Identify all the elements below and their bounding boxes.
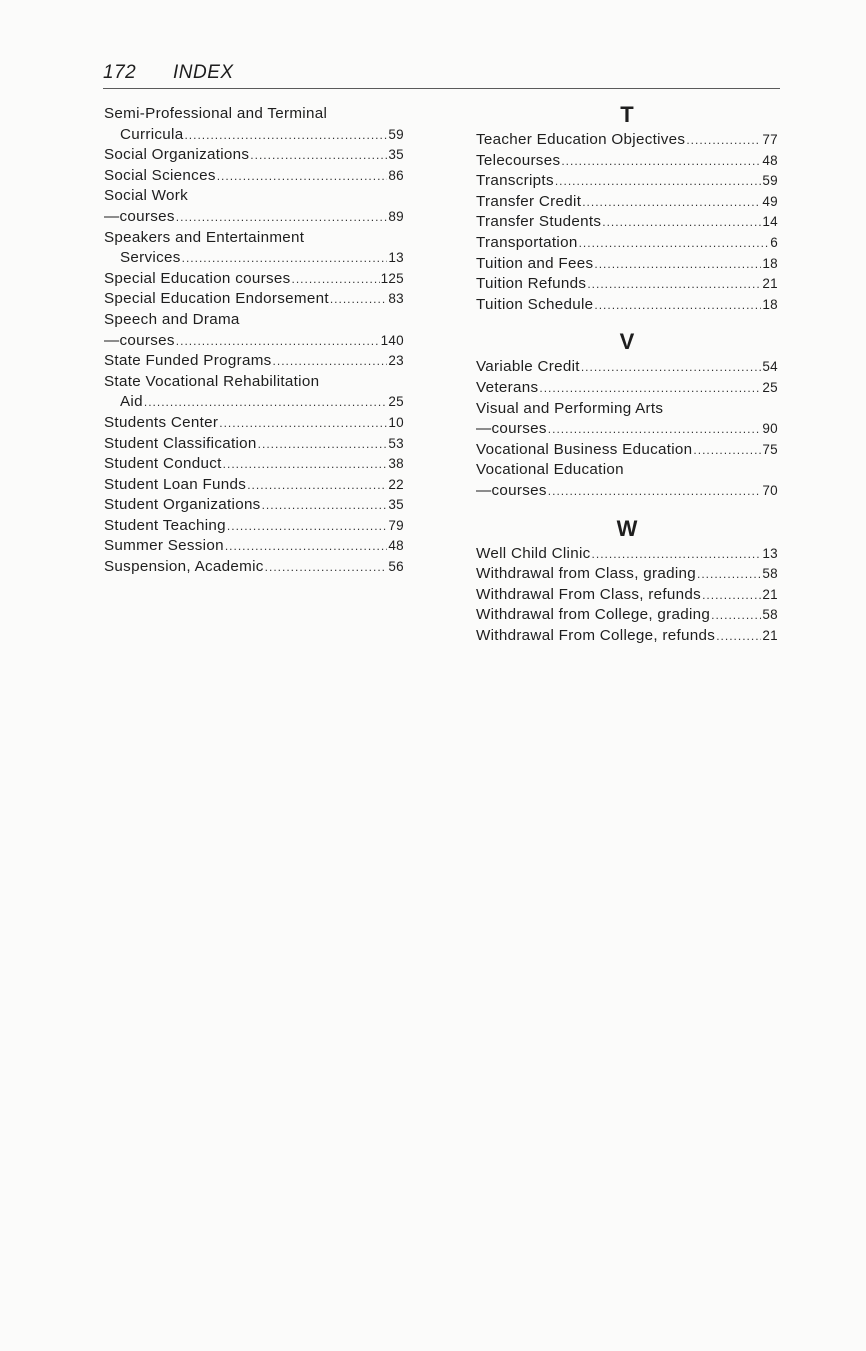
entry-label: State Funded Programs — [104, 352, 272, 370]
entry-label: Student Loan Funds — [104, 475, 247, 493]
index-entry — [104, 145, 404, 166]
dot-leader — [217, 166, 388, 187]
entry-page-number: 58 — [762, 607, 778, 623]
index-entry — [104, 331, 404, 352]
dot-leader — [265, 557, 388, 578]
index-entry — [476, 378, 778, 399]
index-column-right — [476, 104, 778, 646]
entry-page-number: 10 — [388, 414, 404, 430]
dot-leader — [176, 331, 380, 352]
index-entry — [104, 207, 404, 228]
entry-page-number: 21 — [762, 276, 778, 292]
dot-leader — [579, 233, 770, 254]
entry-label: Transcripts — [476, 172, 554, 190]
dot-leader — [291, 269, 379, 290]
entry-page-number: 13 — [388, 250, 404, 266]
dot-leader — [330, 289, 388, 310]
index-entry — [476, 585, 778, 606]
dot-leader — [247, 475, 387, 496]
entry-page-number: 75 — [762, 441, 778, 457]
entry-page-number: 79 — [388, 517, 404, 533]
dot-leader — [587, 274, 761, 295]
dot-leader — [144, 392, 388, 413]
dot-leader — [184, 125, 387, 146]
entry-label: Social Sciences — [104, 166, 216, 184]
dot-leader — [182, 248, 388, 269]
index-entry — [476, 440, 778, 461]
entry-label: Summer Session — [104, 537, 224, 555]
entry-label: Withdrawal from College, grading — [476, 606, 711, 624]
entry-page-number: 23 — [388, 353, 404, 369]
index-entry — [476, 130, 778, 151]
entry-page-number: 18 — [762, 296, 778, 312]
entry-label: Student Teaching — [104, 516, 226, 534]
dot-leader — [548, 419, 762, 440]
entry-page-number: 35 — [388, 147, 404, 163]
index-entry — [104, 248, 404, 269]
entry-label: Aid — [120, 393, 143, 411]
index-entry — [104, 495, 404, 516]
index-entry — [476, 544, 778, 565]
index-entry — [104, 557, 404, 578]
entry-label: Withdrawal from Class, grading — [476, 565, 697, 583]
entry-label: Withdrawal From Class, refunds — [476, 585, 702, 603]
dot-leader — [539, 378, 761, 399]
index-heading: Visual and Performing Arts — [476, 399, 664, 417]
entry-page-number: 90 — [762, 421, 778, 437]
dot-leader — [225, 536, 388, 557]
letter-heading-w: W — [616, 515, 638, 541]
dot-leader — [711, 605, 761, 626]
index-group-w — [476, 544, 778, 647]
index-group-v — [476, 357, 778, 501]
dot-leader — [555, 171, 762, 192]
entry-page-number: 22 — [388, 476, 404, 492]
dot-leader — [561, 151, 761, 172]
index-entry — [476, 254, 778, 275]
entry-page-number: 59 — [388, 126, 404, 142]
entry-label: —courses — [104, 331, 175, 349]
entry-page-number: 49 — [762, 193, 778, 209]
dot-leader — [227, 516, 387, 537]
entry-page-number: 83 — [388, 291, 404, 307]
index-heading: Speech and Drama — [104, 310, 240, 328]
entry-label: Students Center — [104, 413, 219, 431]
entry-label: Well Child Clinic — [476, 544, 591, 562]
dot-leader — [697, 564, 761, 585]
entry-page-number: 89 — [388, 208, 404, 224]
entry-page-number: 35 — [388, 497, 404, 513]
index-heading: Semi-Professional and Terminal — [104, 105, 328, 122]
index-heading: Vocational Education — [476, 461, 624, 479]
index-entry — [104, 392, 404, 413]
index-entry — [476, 419, 778, 440]
page-header — [103, 60, 780, 89]
index-entry — [476, 274, 778, 295]
entry-page-number: 13 — [762, 545, 778, 561]
dot-leader — [548, 481, 762, 502]
index-entry — [104, 351, 404, 372]
entry-page-number: 21 — [762, 627, 778, 643]
index-entry — [476, 233, 778, 254]
index-entry — [476, 626, 778, 647]
index-column-left — [104, 104, 404, 578]
entry-label: Services — [120, 249, 181, 267]
dot-leader — [581, 357, 762, 378]
entry-page-number: 77 — [762, 132, 778, 147]
index-entry — [104, 269, 404, 290]
entry-label: Tuition Schedule — [476, 295, 594, 313]
entry-page-number: 6 — [770, 234, 778, 250]
letter-heading-t: T — [620, 102, 634, 127]
entry-page-number: 53 — [388, 435, 404, 451]
dot-leader — [273, 351, 388, 372]
index-entry — [476, 151, 778, 172]
entry-page-number: 54 — [762, 359, 778, 375]
page-number: 172 — [103, 62, 137, 83]
dot-leader — [592, 544, 762, 565]
entry-label: Vocational Business Education — [476, 440, 693, 458]
dot-leader — [176, 207, 388, 228]
dot-leader — [693, 440, 761, 461]
index-entry — [104, 166, 404, 187]
entry-label: Curricula — [120, 125, 184, 143]
entry-page-number: 125 — [380, 270, 404, 286]
entry-page-number: 59 — [762, 173, 778, 189]
dot-leader — [262, 495, 388, 516]
entry-label: —courses — [476, 481, 547, 499]
letter-heading-v: V — [619, 329, 635, 355]
dot-leader — [602, 212, 761, 233]
index-entry — [476, 357, 778, 378]
dot-leader — [702, 585, 761, 606]
entry-label: —courses — [476, 420, 547, 438]
index-entry — [104, 413, 404, 434]
entry-label: Tuition and Fees — [476, 254, 594, 272]
entry-label: Social Organizations — [104, 146, 250, 164]
entry-page-number: 86 — [388, 167, 404, 183]
dot-leader — [223, 454, 388, 475]
dot-leader — [686, 130, 761, 151]
dot-leader — [716, 626, 761, 647]
index-entry — [104, 434, 404, 455]
index-entry — [104, 475, 404, 496]
index-entry — [476, 171, 778, 192]
entry-page-number: 48 — [388, 538, 404, 554]
entry-label: Veterans — [476, 378, 539, 396]
entry-page-number: 70 — [762, 482, 778, 498]
entry-label: Special Education courses — [104, 269, 291, 287]
entry-page-number: 14 — [762, 214, 778, 230]
index-entry — [476, 192, 778, 213]
dot-leader — [258, 434, 388, 455]
index-heading: State Vocational Rehabilitation — [104, 372, 320, 390]
entry-label: Special Education Endorsement — [104, 290, 329, 308]
index-entry — [476, 605, 778, 626]
entry-label: Student Conduct — [104, 455, 222, 473]
dot-leader — [594, 295, 761, 316]
entry-label: Transportation — [476, 233, 578, 251]
entry-page-number: 25 — [762, 379, 778, 395]
index-entry — [104, 125, 404, 146]
entry-label: Transfer Credit — [476, 192, 582, 210]
dot-leader — [219, 413, 387, 434]
entry-label: Student Classification — [104, 434, 257, 452]
entry-label: Student Organizations — [104, 496, 261, 514]
entry-page-number: 56 — [388, 559, 404, 575]
entry-label: Withdrawal From College, refunds — [476, 626, 716, 644]
entry-page-number: 18 — [762, 255, 778, 271]
entry-label: Suspension, Academic — [104, 558, 264, 576]
dot-leader — [582, 192, 761, 213]
index-group-t — [476, 130, 778, 315]
entry-label: Tuition Refunds — [476, 275, 587, 293]
index-entry — [476, 212, 778, 233]
entry-label: Telecourses — [476, 151, 561, 169]
entry-label: Transfer Students — [476, 213, 602, 231]
index-entry — [476, 564, 778, 585]
entry-page-number: 140 — [380, 332, 404, 348]
entry-page-number: 21 — [762, 586, 778, 602]
index-entry — [476, 481, 778, 502]
entry-label: Variable Credit — [476, 358, 580, 376]
index-entry — [104, 536, 404, 557]
dot-leader — [594, 254, 761, 275]
index-entry — [104, 454, 404, 475]
entry-label: —courses — [104, 207, 175, 225]
index-heading: Speakers and Entertainment — [104, 228, 305, 246]
section-title: INDEX — [173, 62, 234, 83]
entry-page-number: 38 — [388, 456, 404, 472]
entry-page-number: 25 — [388, 394, 404, 410]
entry-label: Teacher Education Objectives — [476, 131, 686, 148]
dot-leader — [250, 145, 387, 166]
entry-page-number: 48 — [762, 152, 778, 168]
index-entry — [104, 516, 404, 537]
index-entry — [104, 289, 404, 310]
index-entry — [476, 295, 778, 316]
index-heading: Social Work — [104, 187, 189, 205]
entry-page-number: 58 — [762, 566, 778, 582]
